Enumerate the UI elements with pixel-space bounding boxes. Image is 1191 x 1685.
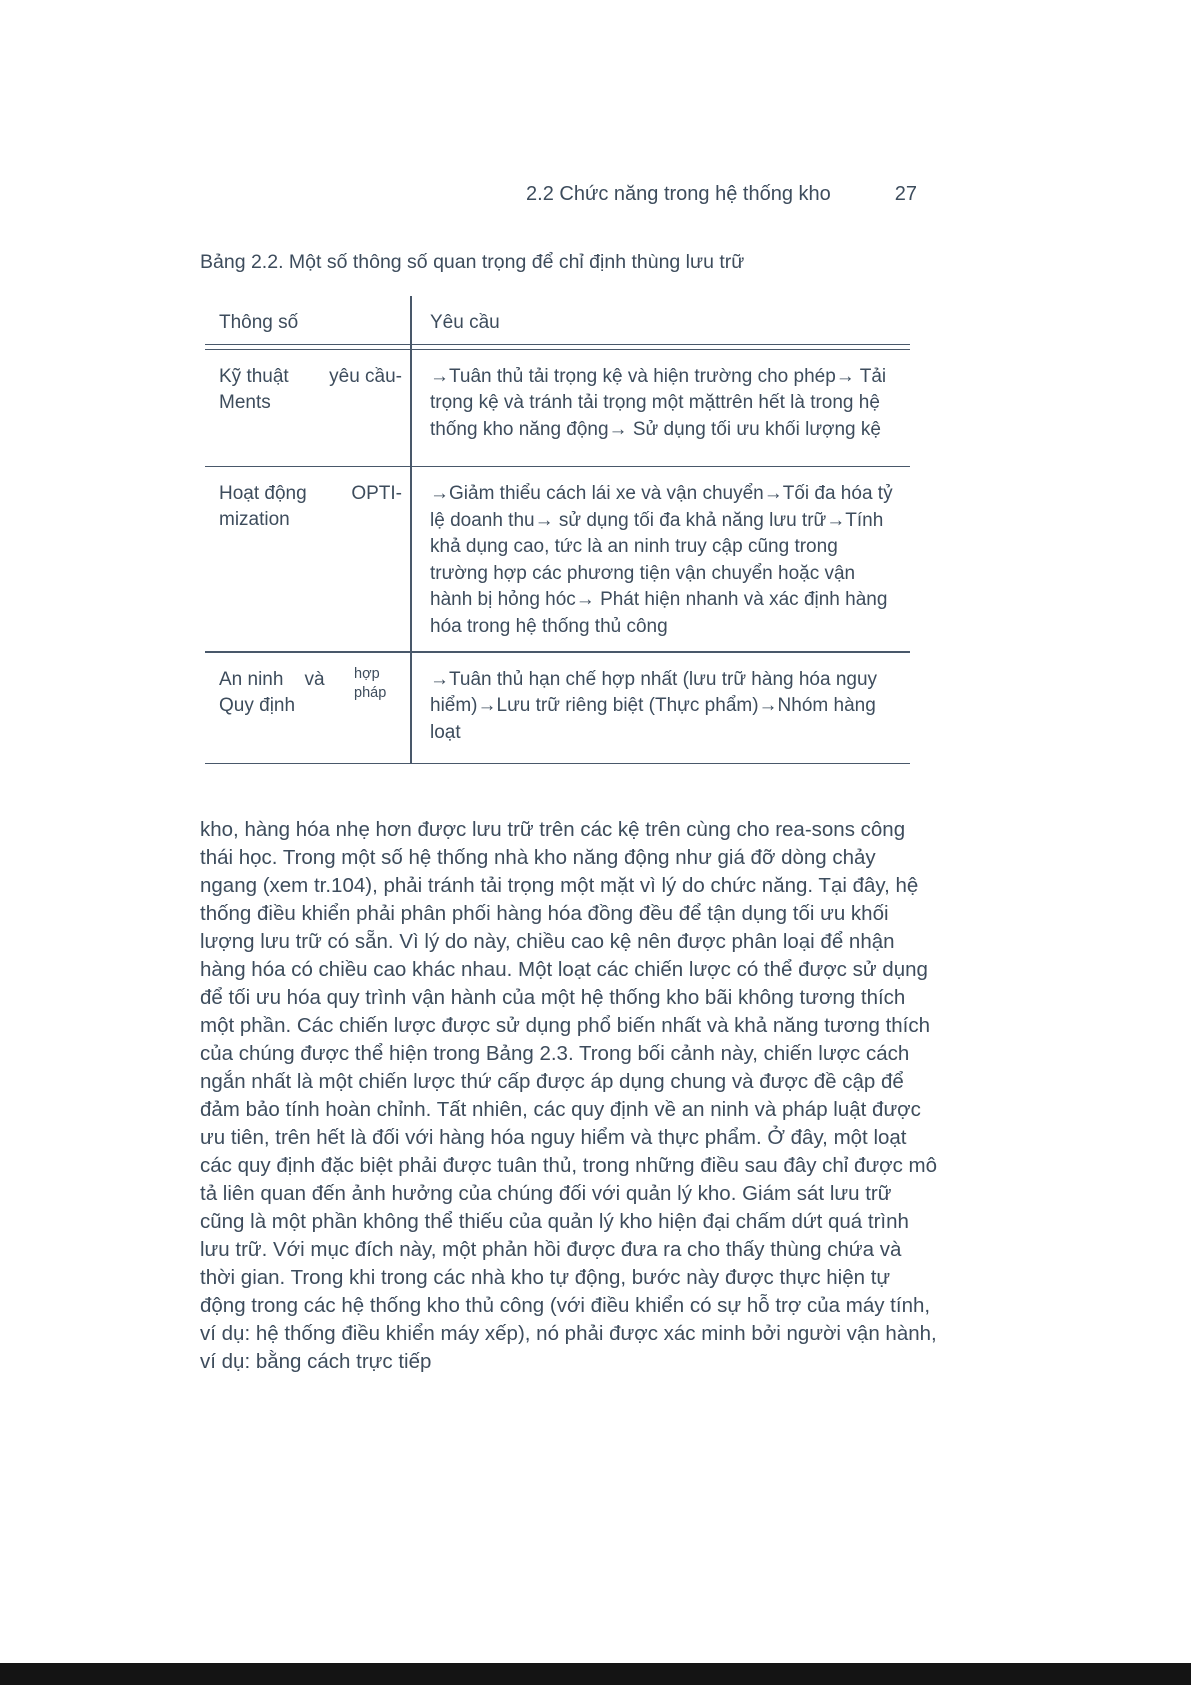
requirement-cell: →Tuân thủ hạn chế hợp nhất (lưu trữ hàng hóa nguy hiểm)→Lưu trữ riêng biệt (Thực phẩm)→Nhóm hàng loạt (430, 668, 878, 743)
parameter-cell (205, 467, 410, 651)
parameter-line2: mization (219, 509, 290, 530)
requirement-cell: →Tuân thủ tải trọng kệ và hiện trường cho phép→ Tải trọng kệ và tránh tải trọng một mặttrên hết là trong hệ thống kho năng động→ Sử dụng tối ưu khối lượng kệ (430, 365, 887, 440)
parameter-text-right: OPTI- (351, 483, 402, 504)
column-header-requirement: Yêu cầu (430, 312, 500, 333)
table-header-row (205, 296, 910, 344)
parameter-line1 (219, 481, 402, 507)
requirement-cell: →Giảm thiểu cách lái xe và vận chuyển→Tối đa hóa tỷ lệ doanh thu→ sử dụng tối đa khả năng lưu trữ→Tính khả dụng cao, tức là an ninh truy cập cũng trong trường hợp các phương tiện vận chuyển hoặc vận hành bị hỏng hóc→ Phát hiện nhanh và xác định hàng hóa trong hệ thống thủ công (430, 483, 893, 637)
page-bottom-scan-edge (0, 1663, 1191, 1685)
body-paragraph: kho, hàng hóa nhẹ hơn được lưu trữ trên các kệ trên cùng cho rea-sons công thái học. Trong một số hệ thống nhà kho năng động như giá đỡ dòng chảy ngang (xem tr.104), phải tránh tải trọng một mặt vì lý do chức năng. Tại đây, hệ thống điều khiển phải phân phối hàng hóa đồng đều để tận dụng tối ưu khối lượng lưu trữ có sẵn. Vì lý do này, chiều cao kệ nên được phân loại để nhận hàng hóa có chiều cao khác nhau. Một loạt các chiến lược có thể được sử dụng để tối ưu hóa quy trình vận hành của một hệ thống kho bãi không tương thích một phần. Các chiến lược được sử dụng phổ biến nhất và khả năng tương thích của chúng được thể hiện trong Bảng 2.3. Trong bối cảnh này, chiến lược cách ngắn nhất là một chiến lược thứ cấp được áp dụng chung và được đề cập để đảm bảo tính hoàn chỉnh. Tất nhiên, các quy định về an ninh và pháp luật được ưu tiên, trên hết là đối với hàng hóa nguy hiểm và thực phẩm. Ở đây, một loạt các quy định đặc biệt phải được tuân thủ, trong những điều sau đây chỉ được mô tả liên quan đến ảnh hưởng của chúng đối với quản lý kho. Giám sát lưu trữ cũng là một phần không thể thiếu của quản lý kho hiện đại chấm dứt quá trình lưu trữ. Với mục đích này, một phản hồi được đưa ra cho thấy thùng chứa và thời gian. Trong khi trong các nhà kho tự động, bước này được thực hiện tự động trong các hệ thống kho thủ công (với điều khiển có sự hỗ trợ của máy tính, ví dụ: hệ thống điều khiển máy xếp), nó phải được xác minh bởi người vận hành, ví dụ: bằng cách trực tiếp (200, 818, 938, 1373)
section-title: 2.2 Chức năng trong hệ thống kho (526, 183, 831, 205)
table-bottom-rule (205, 763, 910, 765)
parameter-cell (205, 653, 410, 763)
running-header (200, 182, 938, 206)
table-caption: Bảng 2.2. Một số thông số quan trọng để chỉ định thùng lưu trữ (200, 251, 745, 273)
parameter-note: hợp pháp (354, 665, 387, 701)
parameter-text: An ninh và (219, 668, 325, 690)
table-row (205, 350, 910, 466)
page-number: 27 (894, 183, 917, 205)
table-row (205, 467, 910, 651)
table-row (205, 653, 910, 763)
parameter-line2: Quy định (219, 694, 296, 716)
parameter-text: Kỹ thuật (219, 365, 289, 387)
parameters-table (205, 296, 910, 764)
parameter-line1 (219, 364, 402, 390)
parameter-line2: Ments (219, 391, 271, 413)
parameter-text-right: yêu cầu- (329, 365, 402, 387)
column-header-parameter: Thông số (219, 312, 299, 333)
parameter-text: Hoạt động (219, 483, 307, 504)
parameter-cell (205, 350, 410, 466)
table-column-divider (410, 296, 412, 764)
